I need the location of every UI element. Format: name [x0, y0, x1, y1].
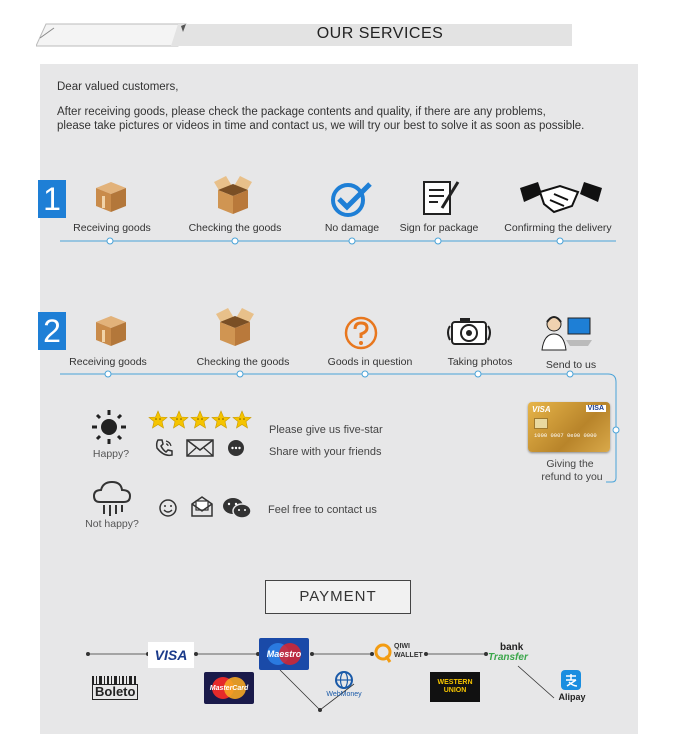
refund-text-1: Giving the [546, 458, 594, 470]
greeting-text: Dear valued customers, [57, 81, 179, 93]
step1-label-sign: Sign for package [399, 222, 479, 234]
step2-label-question: Goods in question [327, 356, 413, 368]
boleto-logo [92, 676, 138, 700]
handshake-icon [520, 180, 602, 216]
webmoney-text: WebMoney [326, 691, 362, 698]
share-text: Share with your friends [269, 446, 382, 458]
step-1-number: 1 [38, 180, 66, 218]
five-stars-icon [148, 410, 252, 430]
qiwi-text-1: QIWI [394, 643, 410, 650]
contact-text: Feel free to contact us [268, 504, 377, 516]
card-number: 1000 0007 0e00 0000 [534, 432, 597, 439]
phone-icon[interactable] [154, 438, 174, 458]
wu-text-2: UNION [443, 687, 467, 694]
step1-timeline [60, 236, 616, 246]
customer-service-icon [540, 312, 594, 352]
step-2-number: 2 [38, 312, 66, 350]
card-brand-right: VISA [587, 405, 604, 412]
question-mark-icon [344, 316, 378, 350]
visa-logo [148, 642, 194, 668]
bank-transfer-logo [488, 642, 540, 670]
chat-bubble-icon[interactable] [226, 438, 246, 458]
mail-icon[interactable] [186, 438, 214, 458]
intro-line-1: After receiving goods, please check the package contents and quality, if there are any problems, [57, 106, 546, 118]
alipay-logo [552, 670, 592, 704]
step2-label-send: Send to us [545, 359, 597, 371]
step2-label-photos: Taking photos [447, 356, 513, 368]
envelope-letter-icon[interactable] [190, 494, 214, 518]
visa-logo-text: VISA [154, 647, 188, 663]
intro-line-2: please take pictures or videos in time and contact us, we will try our best to solve it as soon as possible. [57, 120, 585, 132]
globe-icon [334, 670, 354, 690]
step1-label-no-damage: No damage [324, 222, 380, 234]
sun-icon [90, 408, 128, 446]
open-box-icon [212, 306, 258, 348]
happy-label: Happy? [92, 448, 130, 460]
five-star-text: Please give us five-star [269, 424, 383, 436]
refund-text-2: refund to you [541, 471, 603, 483]
alipay-text: Alipay [558, 692, 586, 702]
box-icon [92, 176, 130, 214]
sign-document-icon [420, 178, 460, 216]
step1-label-receiving: Receiving goods [73, 222, 151, 234]
qiwi-logo [374, 640, 430, 670]
open-box-icon [210, 174, 256, 216]
rain-cloud-icon [92, 478, 132, 518]
step2-label-receiving: Receiving goods [69, 356, 147, 368]
smiley-icon[interactable] [158, 498, 178, 518]
step1-label-checking: Checking the goods [188, 222, 282, 234]
credit-card-image [528, 402, 610, 452]
box-icon [92, 310, 130, 348]
mastercard-logo-text: MasterCard [209, 684, 249, 692]
western-union-logo [430, 672, 480, 702]
boleto-text: Boleto [92, 684, 138, 700]
qiwi-mark-icon [374, 642, 392, 664]
transfer-text: Transfer [488, 652, 528, 663]
bank-text: bank [500, 642, 524, 653]
qiwi-text-2: WALLET [394, 652, 423, 659]
maestro-logo-text: Maestro [266, 649, 302, 659]
wu-text-1: WESTERN [437, 679, 473, 686]
alipay-icon [561, 670, 581, 690]
maestro-logo [259, 638, 309, 670]
payment-title: PAYMENT [265, 580, 411, 614]
card-brand-left: VISA [532, 405, 551, 414]
card-chip [534, 418, 548, 429]
step1-label-confirm: Confirming the delivery [504, 222, 612, 234]
checkmark-icon [330, 180, 374, 218]
mastercard-logo [204, 672, 254, 704]
page-title: OUR SERVICES [316, 25, 444, 42]
step2-label-checking: Checking the goods [196, 356, 290, 368]
webmoney-logo [322, 670, 366, 702]
wechat-icon[interactable] [222, 496, 252, 520]
barcode-icon [92, 676, 138, 684]
camera-icon [446, 312, 492, 350]
not-happy-label: Not happy? [85, 518, 139, 530]
